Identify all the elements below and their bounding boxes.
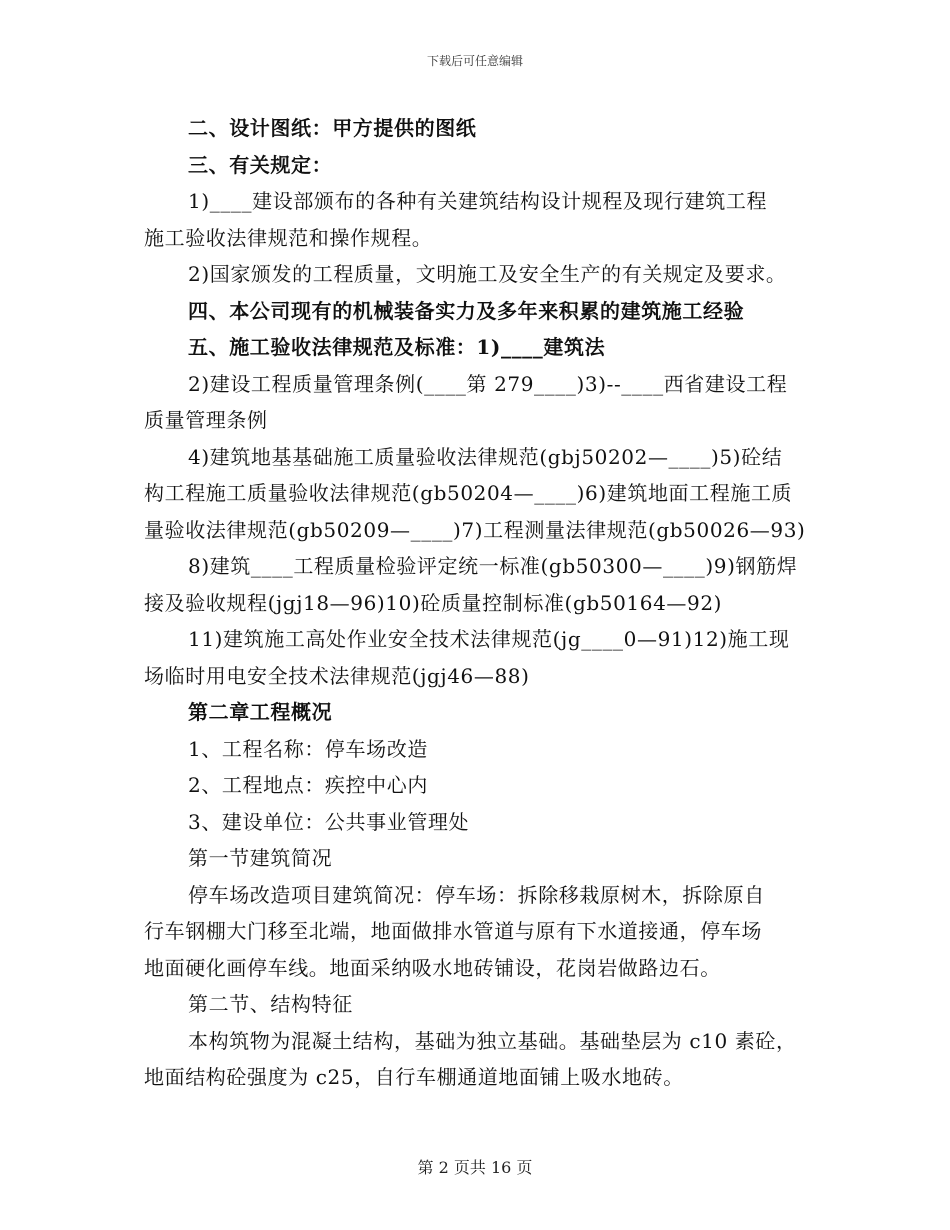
text-line: 11)建筑施工高处作业安全技术法律规范(jg____0—91)12)施工现 [188,627,790,651]
text-line: 接及验收规程(jgj18—96)10)砼质量控制标准(gb50164—92) [144,590,723,615]
text-line: 1、工程名称：停车场改造 [188,736,428,761]
heading-line: 五、施工验收法律规范及标准：1)____建筑法 [188,335,606,359]
text-line: 本构筑物为混凝土结构，基础为独立基础。基础垫层为 c10 素砼， [188,1028,797,1053]
heading-line: 二、设计图纸：甲方提供的图纸 [188,116,477,140]
page-footer: 第 2 页共 16 页 [417,1158,533,1177]
document-body [144,110,819,1096]
page-header: 下载后可任意编辑 [426,54,523,68]
text-line: 停车场改造项目建筑简况：停车场：拆除移栽原树木，拆除原自 [188,882,765,907]
text-line: 2)国家颁发的工程质量，文明施工及安全生产的有关规定及要求。 [188,262,787,286]
text-line: 量验收法律规范(gb50209—____)7)工程测量法律规范(gb50026—93) [144,517,806,542]
text-line: 施工验收法律规范和操作规程。 [144,225,433,250]
text-line: 2)建设工程质量管理条例(____第 279____)3)--____西省建设工程 [188,371,788,396]
text-line: 第二节、结构特征 [188,992,353,1016]
text-line: 3、建设单位：公共事业管理处 [188,809,470,834]
heading-line: 第二章工程概况 [188,700,333,724]
text-line: 质量管理条例 [144,408,268,432]
heading-line: 四、本公司现有的机械装备实力及多年来积累的建筑施工经验 [188,298,745,323]
text-line: 1)____建设部颁布的各种有关建筑结构设计规程及现行建筑工程 [188,189,768,213]
text-line: 构工程施工质量验收法律规范(gb50204—____)6)建筑地面工程施工质 [144,481,793,505]
text-line: 行车钢棚大门移至北端，地面做排水管道与原有下水道接通，停车场 [144,919,762,943]
text-line: 4)建筑地基基础施工质量验收法律规范(gbj50202—____)5)砼结 [188,444,783,469]
text-line: 地面硬化画停车线。地面采纳吸水地砖铺设，花岗岩做路边石。 [144,955,721,980]
heading-line: 三、有关规定： [188,152,333,177]
text-line: 地面结构砼强度为 c25，自行车棚通道地面铺上吸水地砖。 [144,1065,684,1089]
text-line: 第一节建筑简况 [188,846,333,870]
text-line: 场临时用电安全技术法律规范(jgj46—88) [144,663,530,688]
text-line: 2、工程地点：疾控中心内 [188,773,428,797]
text-line: 8)建筑____工程质量检验评定统一标准(gb50300—____)9)钢筋焊 [188,554,798,578]
